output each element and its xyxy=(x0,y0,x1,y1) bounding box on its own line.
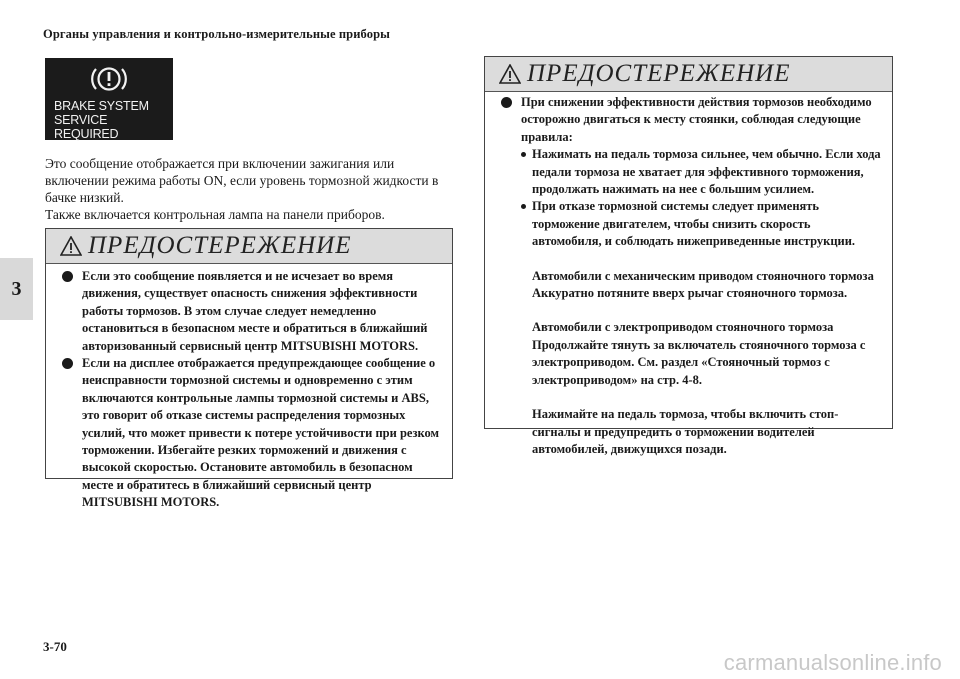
intro-paragraph-2: Также включается контрольная лампа на панели приборов. xyxy=(45,207,385,222)
warning-title-bar xyxy=(485,57,892,92)
brake-warning-icon xyxy=(89,64,129,94)
display-message xyxy=(54,99,169,141)
sub-item xyxy=(521,146,882,198)
small-bullet-icon xyxy=(521,152,526,157)
warning-box-left xyxy=(45,228,453,510)
warning-item-text: Если на дисплее отображается предупреждающее сообщение о неисправности тормозной системы и одновременно с этим включаются контрольные лампы тормозной системы и ABS, это говорит об отказе системы распределения тормозных усилий, что может привести к потере устойчивости при резком торможении. Избегайте резких торможений и движения с высокой скоростью. Остановите автомобиль в безопасном месте и обратитесь в ближайший сервисный центр MITSUBISHI MOTORS. xyxy=(82,356,440,510)
sub-item-text: Нажимать на педаль тормоза сильнее, чем обычно. Если хода педали тормоза не хватает для эффективного торможения, продолжать нажимать на нее с большим усилием. xyxy=(532,147,881,197)
bullet-dot-icon xyxy=(62,358,73,369)
mech-brake-title: Автомобили с механическим приводом стояночного тормоза xyxy=(532,268,874,283)
running-header: Органы управления и контрольно-измерительные приборы xyxy=(43,27,390,41)
page-number: 3-70 xyxy=(43,639,67,654)
warning-body xyxy=(485,92,892,462)
instruction-block xyxy=(521,251,882,459)
warning-item-text: Если это сообщение появляется и не исчезает во время движения, существует опасность снижения эффективности работы тормозов. В этом случае следует немедленно остановиться в безопасном месте и обратиться в ближайший авторизованный сервисный центр MITSUBISHI MOTORS. xyxy=(82,269,428,353)
warning-triangle-icon xyxy=(499,64,521,84)
warning-triangle-icon xyxy=(60,236,82,256)
warning-title: ПРЕДОСТЕРЕЖЕНИЕ xyxy=(527,60,791,87)
bullet-dot-icon xyxy=(501,97,512,108)
sub-item-text: При отказе тормозной системы следует применять торможение двигателем, чтобы снизить скорость автомобиля, и соблюдать нижеприведенные инструкции. xyxy=(532,199,856,249)
warning-body xyxy=(46,264,452,516)
elec-brake-title: Автомобили с электроприводом стояночного тормоза xyxy=(532,320,834,335)
intro-paragraph-1: Это сообщение отображается при включении зажигания или включении режима работы ON, если уровень тормозной жидкости в бачке низкий. xyxy=(45,156,439,205)
mech-brake-text: Аккуратно потяните вверх рычаг стояночного тормоза. xyxy=(532,286,848,301)
display-line-1: BRAKE SYSTEM xyxy=(54,99,149,113)
elec-brake-text: Продолжайте тянуть за включатель стояночного тормоза с электроприводом. См. раздел «Стояночный тормоз с электроприводом» на стр. 4-8. xyxy=(532,337,866,387)
intro-text xyxy=(45,155,450,223)
watermark: carmanualsonline.info xyxy=(723,650,942,675)
final-instruction: Нажимайте на педаль тормоза, чтобы включить стоп-сигналы и предупредить о торможении водителей автомобилей, движущихся позади. xyxy=(532,407,839,456)
warning-title-bar xyxy=(46,229,452,264)
brake-display-image xyxy=(45,58,173,140)
warning-item xyxy=(58,355,442,512)
display-line-2: SERVICE REQUIRED xyxy=(54,113,119,141)
warning-item xyxy=(58,268,442,355)
sub-item xyxy=(521,198,882,250)
chapter-tab xyxy=(0,258,33,320)
bullet-dot-icon xyxy=(62,271,73,282)
chapter-number: 3 xyxy=(11,277,22,300)
small-bullet-icon xyxy=(521,204,526,209)
warning-item xyxy=(497,94,882,458)
warning-box-right xyxy=(484,56,893,456)
warning-lead-text: При снижении эффективности действия тормозов необходимо осторожно двигаться к месту стоянки, соблюдая следующие правила: xyxy=(521,95,872,144)
warning-title: ПРЕДОСТЕРЕЖЕНИЕ xyxy=(88,232,352,259)
